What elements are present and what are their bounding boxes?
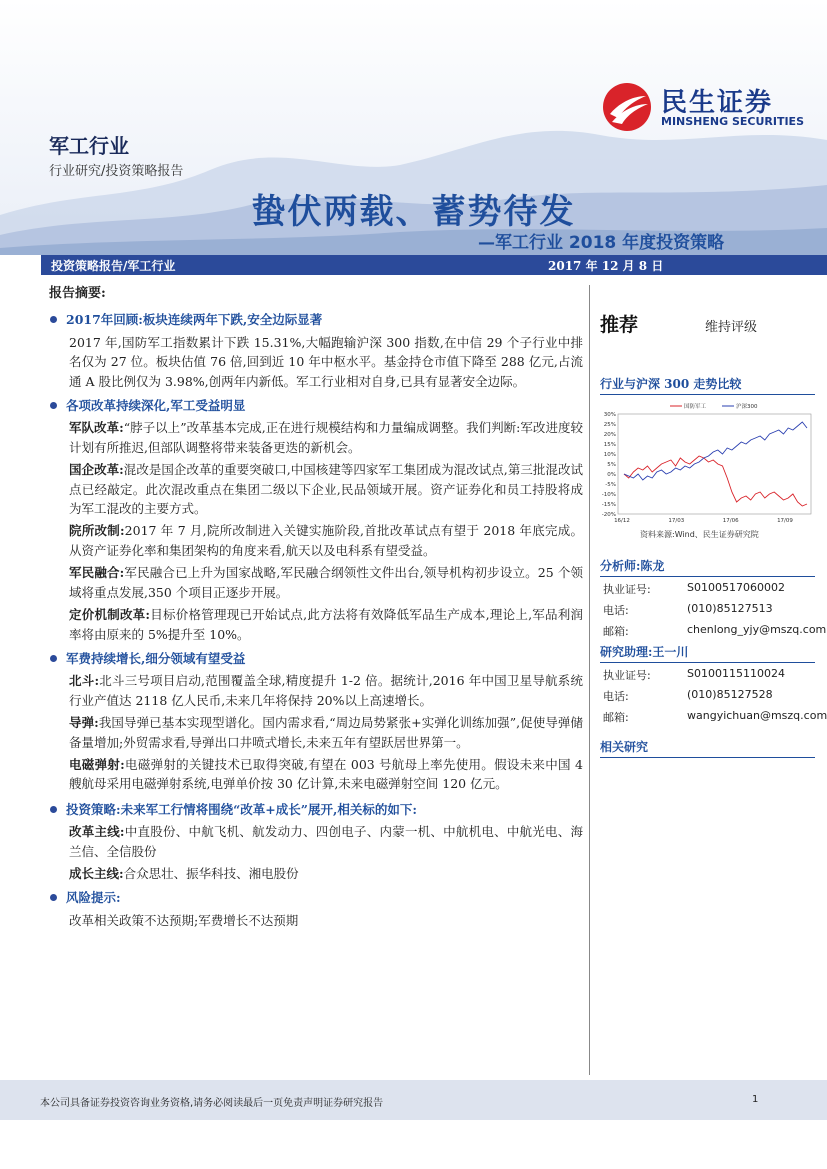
paragraph-text: 北斗三号项目启动,范围覆盖全球,精度提升 1-2 倍。据统计,2016 年中国卫星导航系统行业产值达 2118 亿人民币,未来几年将保持 20%以上高速增长。 [69,673,583,708]
assistant-heading: 研究助理:王一川 [600,643,815,663]
paragraph [49,418,583,457]
section-heading [49,310,583,329]
contact-key: 执业证号: [603,583,651,596]
y-tick-label: -20% [601,512,616,518]
paragraph-text: 2017 年 7 月,院所改制进入关键实施阶段,首批改革试点有望于 2018 年底完成。从资产证券化率和集团架构的角度来看,航天以及电科系有望受益。 [69,523,583,558]
paragraph [49,671,583,710]
y-tick-label: -15% [601,502,616,508]
abstract-sections [49,310,583,930]
contact-key: 电话: [603,690,629,703]
contact-value: S0100517060002 [687,581,785,594]
contact-key: 邮箱: [603,711,629,724]
bullet-icon [50,402,57,409]
trend-chart [600,398,815,528]
logo-english-name: MINSHENG SECURITIES [661,115,804,128]
paragraph [49,333,583,391]
x-tick-label: 17/03 [668,518,685,524]
section-heading-text: 投资策略:未来军工行情将围绕“改革+成长”展开,相关标的如下: [66,801,417,817]
related-research-heading: 相关研究 [600,738,815,758]
paragraph-text: 电磁弹射的关键技术已取得突破,有望在 003 号航母上率先使用。假设未来中国 4 艘航母采用电磁弹射系统,电弹单价按 30 亿计算,未来电磁弹射空间 120 亿元。 [69,756,583,792]
paragraph-label: 电磁弹射: [69,756,125,772]
page-footer [0,1080,827,1120]
paragraph-text: 我国导弹已基本实现型谱化。国内需求看,“周边局势紧张+实弹化训练加强”,促使导弹储备量增加;外贸需求看,导弹出口井喷式增长,未来五年有望跃居世界第一。 [69,715,584,750]
paragraph-label: 军队改革: [69,420,124,436]
y-tick-label: 0% [607,472,616,478]
paragraph-label: 北斗: [69,673,100,689]
paragraph-label: 定价机制改革: [69,607,151,623]
logo-chinese-name: 民生证券 [661,88,774,118]
contact-value: (010)85127528 [687,688,773,701]
y-tick-label: 15% [603,442,616,448]
section-heading [49,800,583,819]
paragraph-text: 合众思壮、振华科技、湘电股份 [123,865,299,881]
abstract-column [49,284,583,930]
paragraph-label: 军民融合: [69,565,125,581]
chart-heading: 行业与沪深 300 走势比较 [600,375,815,395]
contact-key: 邮箱: [603,625,629,638]
y-tick-label: 20% [603,432,616,438]
section-heading-text: 风险提示: [66,890,121,906]
report-header [0,0,827,255]
analyst-heading: 分析师:陈龙 [600,557,815,577]
footer-disclaimer: 本公司具备证券投资咨询业务资格,请务必阅读最后一页免责声明证券研究报告 [40,1098,384,1109]
paragraph [49,911,583,930]
y-tick-label: 25% [603,422,616,428]
abstract-label: 报告摘要: [49,286,106,301]
paragraph-text: 目标价格管理现已开始试点,此方法将有效降低军品生产成本,理论上,军品利润率将由原来的 5%提升至 10%。 [69,607,583,642]
paragraph-text: 2017 年,国防军工指数累计下跌 15.31%,大幅跑输沪深 300 指数,在中信 29 个子行业中排名仅为 27 位。板块估值 76 倍,回到近 10 年中枢水平。基金持仓市值下降至 288 亿元,占流通 A 股比例仅为 3.98%,创两年内新低。军工行业相对自身,已具有显著安全边际。 [69,334,583,389]
y-tick-label: -10% [601,492,616,498]
contact-value: S0100115110024 [687,667,785,680]
contact-value: wangyichuan@mszq.com [687,709,827,722]
y-tick-label: 10% [603,452,616,458]
x-tick-label: 17/06 [722,518,739,524]
page-number: 1 [752,1094,759,1105]
report-subtitle: —军工行业 2018 年度投资策略 [478,233,725,253]
section-heading [49,649,583,668]
paragraph-text: 改革相关政策不达预期;军费增长不达预期 [69,912,299,928]
rating-main: 推荐 [600,314,639,336]
report-type-label: 投资策略报告/军工行业 [51,259,176,273]
y-tick-label: 5% [607,462,616,468]
contact-key: 电话: [603,604,629,617]
contact-key: 执业证号: [603,669,651,682]
section-heading [49,888,583,907]
contact-value: (010)85127513 [687,602,773,615]
x-tick-label: 17/09 [777,518,793,524]
column-divider [589,285,590,1075]
report-category: 行业研究/投资策略报告 [49,164,184,179]
paragraph [49,755,583,794]
paragraph-label: 院所改制: [69,523,125,539]
paragraph-text: 中直股份、中航飞机、航发动力、四创电子、内蒙一机、中航机电、中航光电、海兰信、全信股份 [69,824,583,859]
paragraph [49,460,583,518]
paragraph-text: 军民融合已上升为国家战略,军民融合纲领性文件出台,领导机构初步设立。25 个领域将重点发展,350 个项目正逐步开展。 [69,565,584,600]
paragraph-text: “脖子以上”改革基本完成,正在进行规模结构和力量编成调整。我们判断:军改进度较计划有所推迟,但部队调整将带来装备更迭的新机会。 [69,420,583,455]
bullet-icon [50,655,57,662]
x-tick-label: 16/12 [614,518,630,524]
section-heading-text: 2017年回顾:板块连续两年下跌,安全边际显著 [66,312,323,328]
paragraph [49,521,583,560]
y-tick-label: -5% [605,482,616,488]
report-title: 蛰伏两载、蓄势待发 [251,192,576,232]
section-heading [49,396,583,415]
section-heading-text: 军费持续增长,细分领域有望受益 [66,650,246,666]
paragraph [49,713,583,752]
paragraph-label: 改革主线: [69,824,125,840]
industry-label: 军工行业 [49,134,129,158]
paragraph-label: 成长主线: [69,865,124,881]
paragraph [49,822,583,861]
section-heading-text: 各项改革持续深化,军工受益明显 [66,398,246,414]
paragraph [49,864,583,883]
bullet-icon [50,806,57,813]
legend-label: 沪深300 [736,404,758,410]
report-info-bar [41,255,827,275]
paragraph-text: 混改是国企改革的重要突破口,中国核建等四家军工集团成为混改试点,第三批混改试点已经敲定。此次混改重点在集团二级以下企业,民品领域开展。资产证券化和员工持股将成为军工混改的主要方式。 [69,462,583,517]
series-line-defense [624,456,807,506]
bullet-icon [50,894,57,901]
y-tick-label: 30% [603,412,616,418]
legend-label: 国防军工 [684,404,707,410]
report-date: 2017 年 12 月 8 日 [548,259,664,273]
paragraph-label: 国企改革: [69,462,124,478]
paragraph [49,563,583,602]
rating-sub: 维持评级 [705,320,758,335]
contact-value: chenlong_yjy@mszq.com [687,623,827,636]
chart-source: 资料来源:Wind、民生证券研究院 [640,530,759,539]
paragraph [49,605,583,644]
paragraph-label: 导弹: [69,715,99,731]
bullet-icon [50,316,57,323]
